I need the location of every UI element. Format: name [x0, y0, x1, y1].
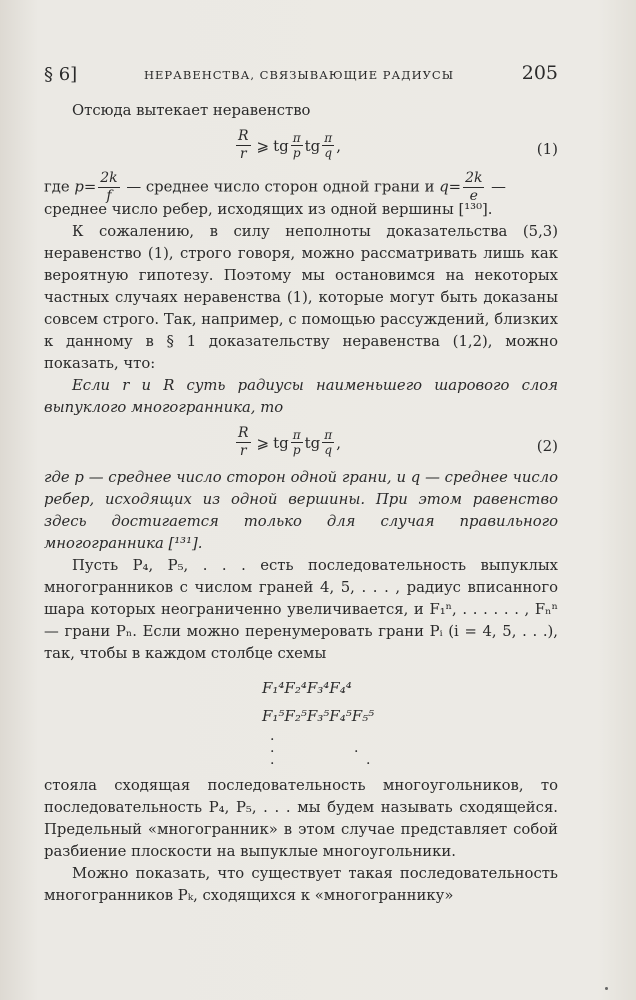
page-body [44, 100, 558, 907]
fraction-pi-over-q: $\frac{\pi}{q}$ [324, 131, 333, 160]
tangent-label: tg [273, 136, 289, 155]
faces-scheme [44, 665, 558, 775]
scheme-dot: . [354, 740, 359, 756]
theorem-conditions: где p — среднее число сторон одной грани, и q — среднее число ребер, исходящих из одной вершины. При этом равенство здесь достигается только для случая правильного многогранника [¹³¹]. [44, 469, 558, 552]
equation-1-math: $\frac{R}{r}$ ⩾ tg $\frac{\pi}{p}$ tg $\frac{\pi}{q}$ , [238, 128, 341, 162]
scheme-row-5: F₁⁵F₂⁵F₃⁵F₄⁵F₅⁵ [262, 707, 375, 725]
paragraph-definitions-cont: среднее число ребер, исходящих из одной вершины [¹³⁰]. [44, 201, 493, 218]
fraction-2k-over-f: $\frac{2k}{f}$ [100, 170, 118, 204]
relation-sign: ⩾ [256, 136, 270, 155]
paragraph-sequence: Пусть P₄, P₅, . . . есть последовательность выпуклых многогранников с числом граней 4, 5, . . . , радиус вписанного шара которых неограниченно увеличивается, и F₁ⁿ, . . . . . . , Fₙⁿ — грани Pₙ. Если можно перенумеровать грани Pᵢ (i = 4, 5, . . .), так, чтобы в каждом столбце схемы [44, 557, 558, 662]
section-marker: § 6] [44, 64, 78, 85]
fraction-R-over-r: $\frac{R}{r}$ [238, 425, 249, 459]
fraction-2k-over-e: $\frac{2k}{e}$ [465, 170, 483, 204]
equation-1 [44, 122, 558, 170]
equation-2 [44, 419, 558, 467]
page-number: 205 [521, 62, 558, 84]
running-header [44, 58, 558, 88]
equation-number: (2) [536, 437, 558, 455]
paragraph-convergence: стояла сходящая последовательность многоугольников, то последовательность P₄, P₅, . . . мы будем называть сходящейся. Предельный «многогранник» в этом случае представляет собой разбиение плоскости на выпуклые многоугольники. [44, 777, 558, 860]
scheme-dot: . [270, 752, 275, 768]
tangent-label: tg [304, 136, 321, 155]
paragraph-hypothesis: К сожалению, в силу неполноты доказательства (5,3) неравенство (1), строго говоря, можно рассматривать лишь как вероятную гипотезу. Поэтому мы остановимся на некоторых частных случаях неравенства (1), которые могут быть доказаны совсем строго. Так, например, с помощью рассуждений, близких к данному в § 1 доказательству неравенства (1,2), можно показать, что: [44, 223, 558, 372]
tangent-label: tg [273, 433, 289, 452]
scheme-row-4: F₁⁴F₂⁴F₃⁴F₄⁴ [262, 679, 352, 697]
tangent-label: tg [304, 433, 321, 452]
scheme-dot: . [270, 728, 275, 744]
fraction-pi-over-p: $\frac{\pi}{p}$ [292, 131, 301, 160]
paragraph-existence: Можно показать, что существует такая последовательность многогранников Pₖ, сходящихся к «многограннику» [44, 865, 558, 904]
theorem-statement: Если r и R суть радиусы наименьшего шарового слоя выпуклого многогранника, то [44, 377, 558, 416]
equation-number: (1) [536, 140, 558, 158]
running-title: НЕРАВЕНСТВА, СВЯЗЫВАЮЩИЕ РАДИУСЫ [144, 68, 455, 82]
fraction-R-over-r: $\frac{R}{r}$ [238, 128, 249, 162]
relation-sign: ⩾ [256, 433, 270, 452]
paper-speck [605, 987, 608, 990]
equation-2-math: $\frac{R}{r}$ ⩾ tg $\frac{\pi}{p}$ tg $\frac{\pi}{q}$ , [238, 425, 341, 459]
fraction-pi-over-p: $\frac{\pi}{p}$ [292, 428, 301, 457]
paragraph-intro: Отсюда вытекает неравенство [72, 102, 311, 119]
scheme-dot: . [270, 740, 275, 756]
scheme-dot: . [366, 752, 371, 768]
fraction-pi-over-q: $\frac{\pi}{q}$ [324, 428, 333, 457]
paragraph-definitions: где p= $\frac{2k}{f}$ — среднее число сторон одной грани и q= $\frac{2k}{e}$ — [44, 170, 506, 204]
